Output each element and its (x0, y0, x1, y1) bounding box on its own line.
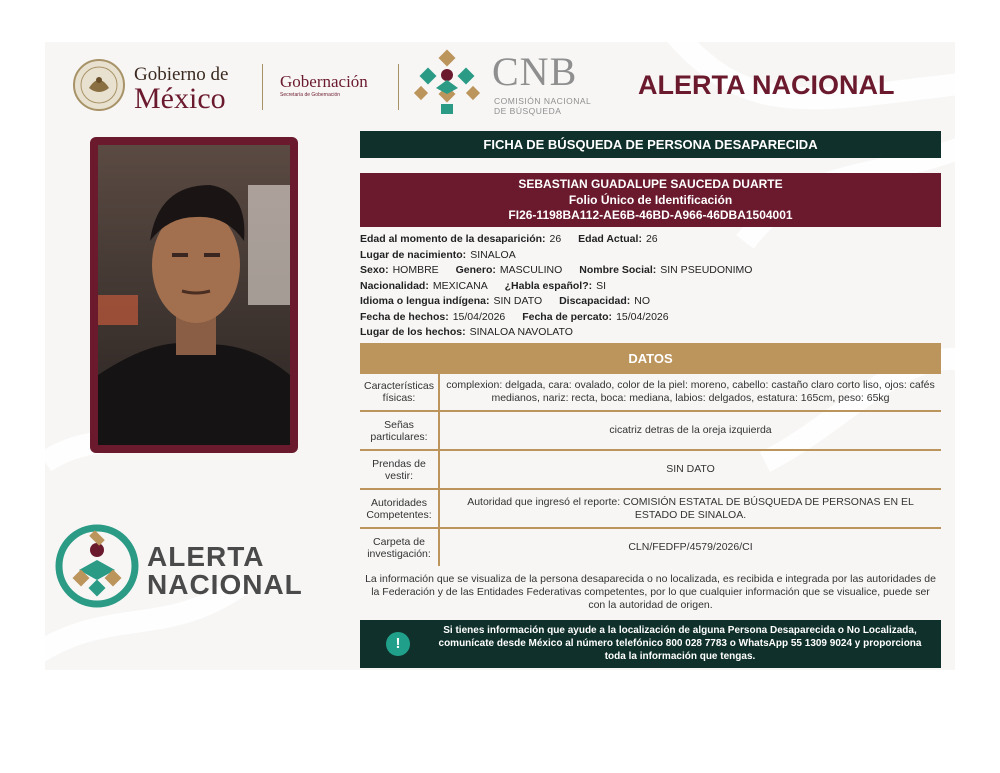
footer-logo-nacional: NACIONAL (147, 569, 303, 600)
alerta-nacional-emblem-icon (55, 524, 139, 608)
info-label: Genero: (455, 264, 496, 276)
datos-value: Autoridad que ingresó el reporte: COMISIÓN ESTATAL DE BÚSQUEDA DE PERSONAS EN EL ESTADO DE SINALOA. (467, 495, 914, 521)
info-value: MASCULINO (499, 264, 563, 276)
header-divider (398, 64, 399, 110)
info-value: SI (596, 279, 607, 292)
info-label: ¿Habla español?: (504, 279, 593, 292)
person-photo-image (98, 145, 290, 445)
gobernacion-subtitle: Secretaría de Gobernación (280, 92, 341, 98)
exclamation-icon: ! (386, 632, 410, 656)
person-info (360, 232, 941, 341)
datos-value: complexion: delgada, cara: ovalado, color de la piel: moreno, cabello: castaño claro corto liso, ojos: cafés medianos, nariz: recta, boca: mediana, labios: delgados, estatura: 165cm, peso: 65kg (446, 379, 935, 404)
datos-row-senas (360, 412, 941, 451)
info-row (360, 294, 941, 310)
datos-label: Características físicas: (360, 374, 440, 410)
info-label: Nacionalidad: (360, 279, 429, 292)
info-value: 15/04/2026 (616, 310, 669, 323)
info-value: 26 (645, 233, 658, 245)
info-row (360, 310, 941, 326)
info-value: NO (634, 295, 651, 307)
info-row (360, 263, 941, 279)
national-seal-icon (72, 58, 126, 112)
info-label: Lugar de los hechos: (360, 326, 466, 338)
info-value: HOMBRE (392, 264, 439, 276)
person-name-box (360, 173, 941, 227)
alerta-nacional-title: ALERTA NACIONAL (638, 70, 895, 100)
disclaimer-text: La información que se visualiza de la persona desaparecida o no localizada, es recibida e integrada por las autoridades de la Federación y de las Entidades Federativas competentes, por lo que cualquier información que se visualice, puede ser con la autoridad de origen. (365, 573, 936, 611)
gobierno-de-text: Gobierno de (134, 64, 229, 85)
info-row (360, 279, 941, 295)
cnb-subtitle-line1: COMISIÓN NACIONAL (494, 96, 592, 106)
datos-row-prendas (360, 451, 941, 490)
datos-label: Autoridades Competentes: (360, 490, 440, 527)
info-value: SINALOA (470, 248, 516, 261)
info-label: Edad Actual: (578, 233, 642, 245)
info-value: SINALOA NAVOLATO (469, 326, 573, 338)
info-label: Edad al momento de la desaparición: (360, 233, 546, 245)
footer-logo-alerta: ALERTA (147, 541, 265, 572)
header-divider (262, 64, 263, 110)
datos-row-carpeta (360, 529, 941, 566)
mexico-text: México (134, 82, 226, 115)
datos-value: SIN DATO (666, 463, 715, 475)
person-name: SEBASTIAN GUADALUPE SAUCEDA DUARTE (518, 177, 783, 191)
info-value: 26 (549, 233, 562, 245)
info-value: SIN DATO (493, 295, 543, 307)
info-value: 15/04/2026 (452, 310, 506, 323)
folio-label: Folio Único de Identificación (568, 192, 733, 207)
ficha-title-bar: FICHA DE BÚSQUEDA DE PERSONA DESAPARECIDA (360, 131, 941, 158)
cnb-emblem-icon (412, 48, 482, 118)
cnb-wordmark: CNB (492, 49, 578, 94)
contact-banner (360, 620, 941, 668)
datos-value: CLN/FEDFP/4579/2026/CI (628, 541, 753, 553)
info-label: Lugar de nacimiento: (360, 248, 467, 261)
cnb-subtitle-line2: DE BÚSQUEDA (494, 106, 562, 116)
datos-value: cicatriz detras de la oreja izquierda (609, 424, 772, 436)
info-value: SIN PSEUDONIMO (660, 264, 753, 276)
info-row (360, 248, 941, 264)
person-photo (98, 145, 290, 445)
datos-label: Prendas de vestir: (360, 451, 440, 488)
datos-row-caracteristicas (360, 374, 941, 412)
info-row (360, 232, 941, 248)
photo-frame (90, 137, 298, 453)
datos-title-bar: DATOS (360, 343, 941, 374)
datos-label: Carpeta de investigación: (360, 529, 440, 566)
contact-text: Si tienes información que ayude a la localización de alguna Persona Desaparecida o No Localizada, comunícate desde México al número telefónico 800 028 7783 o WhatsApp 55 1309 9024 y proporciona toda la información que tengas. (438, 625, 922, 662)
gobierno-de-mexico-logo (72, 58, 252, 114)
info-label: Discapacidad: (559, 295, 631, 307)
info-label: Idioma o lengua indígena: (360, 295, 490, 307)
info-label: Sexo: (360, 264, 389, 276)
info-row (360, 325, 941, 341)
info-label: Nombre Social: (579, 264, 657, 276)
datos-label: Señas particulares: (360, 412, 440, 449)
folio-value: FI26-1198BA112-AE6B-46BD-A966-46DBA1504001 (508, 208, 793, 222)
datos-row-autoridades (360, 490, 941, 529)
info-label: Fecha de percato: (522, 310, 613, 323)
info-value: MEXICANA (432, 279, 488, 292)
gobernacion-logo: Gobernación (280, 72, 368, 91)
info-label: Fecha de hechos: (360, 310, 449, 323)
